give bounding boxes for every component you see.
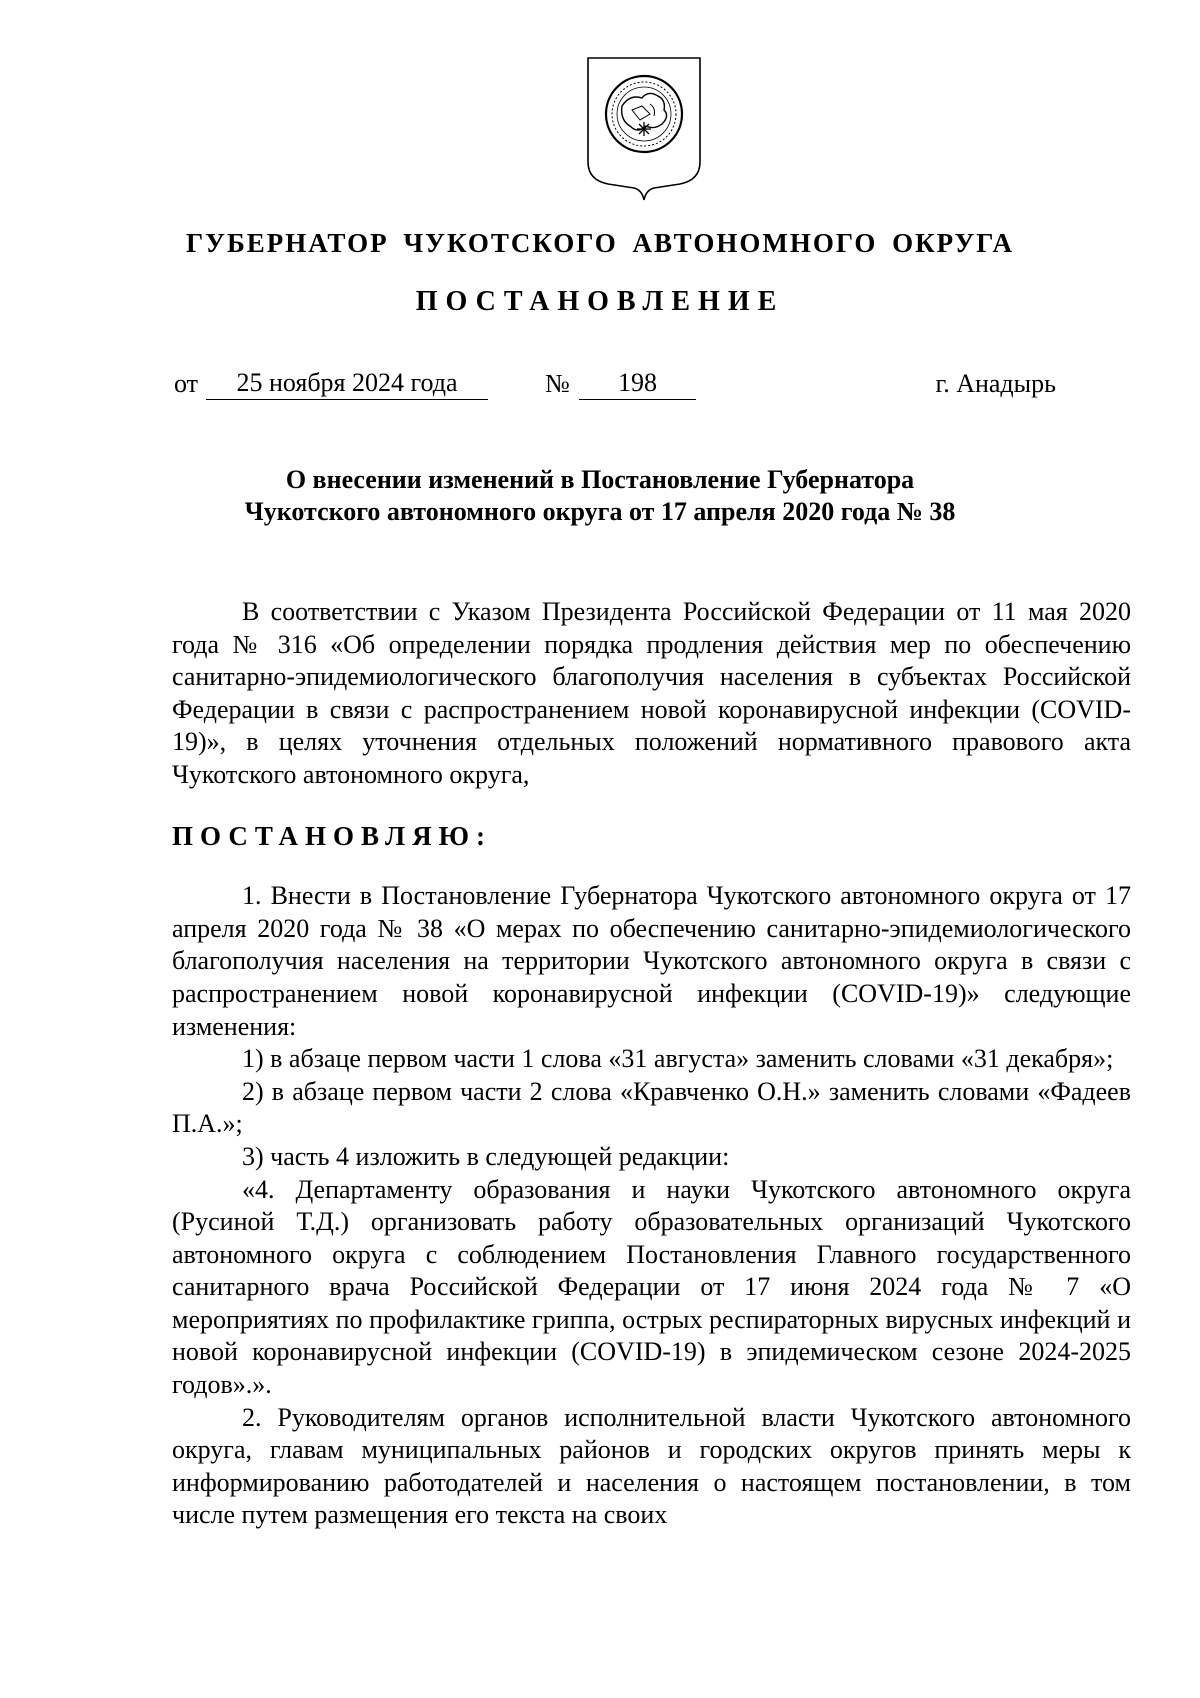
item-1-paragraph: 1. Внести в Постановление Губернатора Чукотского автономного округа от 17 апреля 2020 года № 38 «О мерах по обеспечению санитарно-эпидемиологического благополучия населения на территории Чукотского автономного округа в связи с распространением новой коронавирусной инфекции (COVID-19)» следующие изменения: <box>172 881 1131 1041</box>
item-1-1-paragraph: 1) в абзаце первом части 1 слова «31 августа» заменить словами «31 декабря»; <box>242 1044 1114 1074</box>
item-1-3-paragraph: 3) часть 4 изложить в следующей редакции: <box>242 1141 730 1171</box>
number-value: 198 <box>618 368 657 397</box>
item-1-3-text-paragraph: «4. Департаменту образования и науки Чукотского автономного округа (Русиной Т.Д.) организовать работу образовательных организаций Чукотского автономного округа с соблюдением Постановления Главного государственного санитарного врача Российской Федерации от 17 июня 2024 года № 7 «О мероприятиях по профилактике гриппа, острых респираторных вирусных инфекций и новой коронавирусной инфекции (COVID-19) в эпидемическом сезоне 2024-2025 годов».». <box>172 1174 1131 1400</box>
date-field <box>206 367 488 400</box>
item-1-2-paragraph: 2) в абзаце первом части 2 слова «Кравченко О.Н.» заменить словами «Фадеев П.А.»; <box>172 1076 1131 1139</box>
item-2-paragraph: 2. Руководителям органов исполнительной власти Чукотского автономного округа, главам муниципальных районов и городских округов принять меры к информированию работодателей и населения о настоящем постановлении, в том числе путем размещения его текста на своих <box>172 1402 1131 1530</box>
coat-of-arms-emblem <box>584 54 704 204</box>
subject-heading <box>200 464 1000 528</box>
city-label: г. Анадырь <box>935 369 1056 398</box>
number-field <box>579 367 696 400</box>
authority-title: ГУБЕРНАТОР ЧУКОТСКОГО АВТОНОМНОГО ОКРУГА <box>185 228 1015 258</box>
number-label: № <box>545 369 570 398</box>
preamble-paragraph: В соответствии с Указом Президента Российской Федерации от 11 мая 2020 года № 316 «Об определении порядка продления действия мер по обеспечению санитарно-эпидемиологического благополучия населения в субъектах Российской Федерации в связи с распространением новой коронавирусной инфекции (COVID-19)», в целях уточнения отдельных положений нормативного правового акта Чукотского автономного округа, <box>172 597 1131 789</box>
subject-line-2: Чукотского автономного округа от 17 апреля 2020 года № 38 <box>244 497 956 526</box>
date-prefix-label: от <box>174 369 199 398</box>
subject-line-1: О внесении изменений в Постановление Губернатора <box>285 465 915 494</box>
date-value: 25 ноября 2024 года <box>236 368 458 397</box>
decree-heading: ПОСТАНОВЛЯЮ: <box>172 820 492 851</box>
document-type-title: ПОСТАНОВЛЕНИЕ <box>415 286 785 317</box>
document-body <box>172 596 1131 1532</box>
